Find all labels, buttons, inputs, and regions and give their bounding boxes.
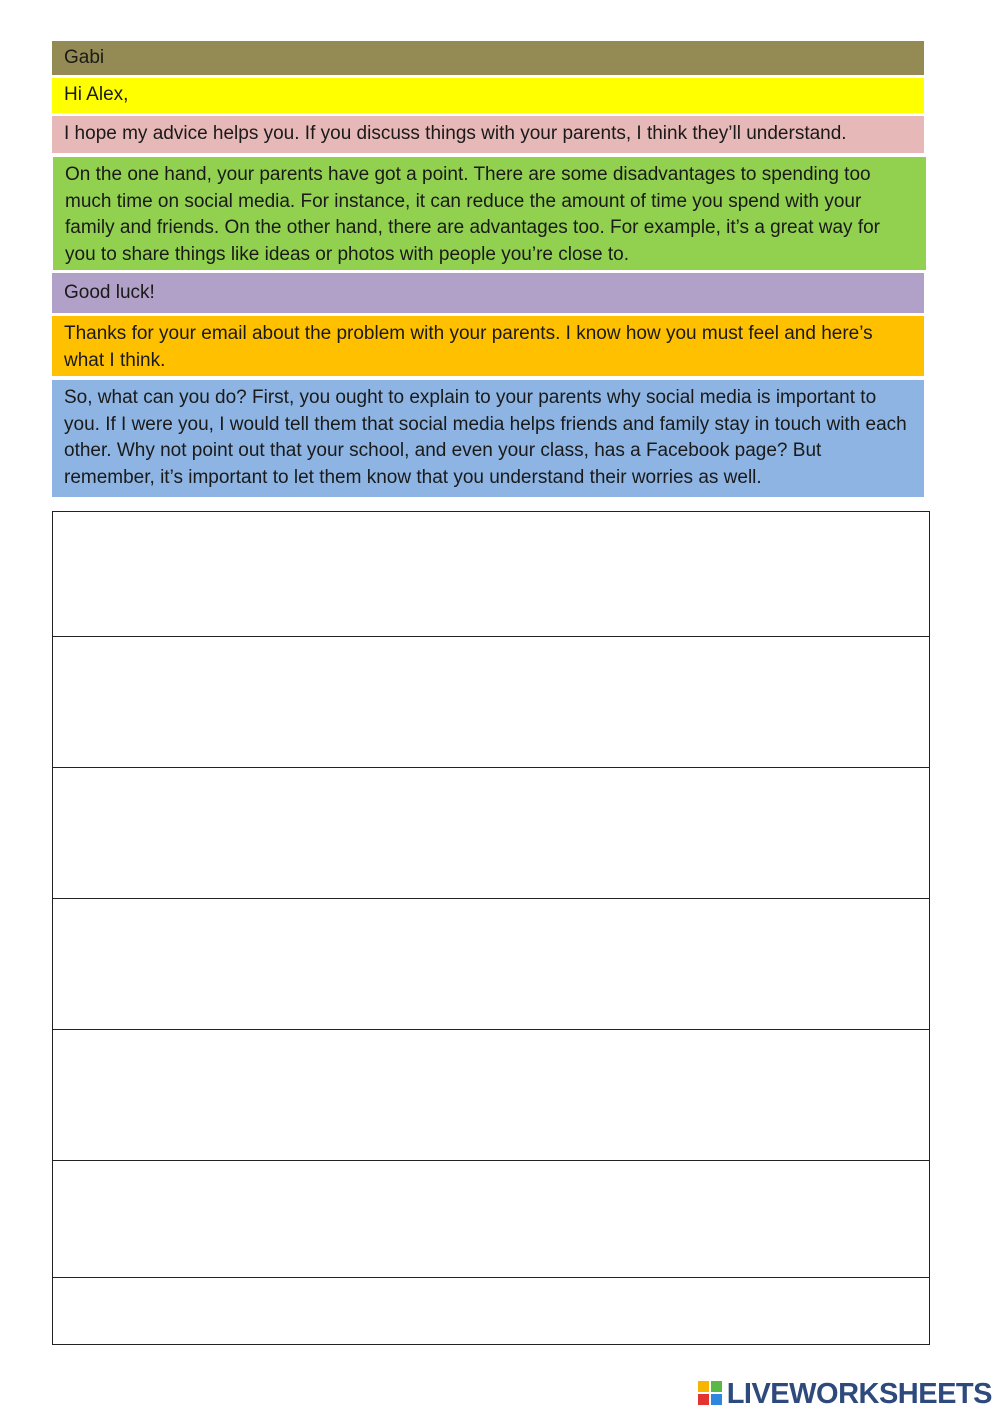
liveworksheets-logo[interactable] xyxy=(698,1377,992,1411)
strip-good-luck[interactable] xyxy=(52,273,924,313)
strip-thanks[interactable] xyxy=(52,316,924,376)
answer-slot-2[interactable] xyxy=(53,636,929,767)
strip-text: Gabi xyxy=(64,46,105,68)
strip-hope-advice[interactable] xyxy=(52,116,924,153)
answer-slot-1[interactable] xyxy=(53,512,929,636)
strip-one-hand[interactable] xyxy=(53,157,926,270)
answer-table xyxy=(52,511,930,1345)
strip-gabi[interactable] xyxy=(52,41,924,75)
strip-text: On the one hand, your parents have got a point. There are some disadvantages to spending too much time on social media. For instance, it can reduce the amount of time you spend with your family and friends. On the other hand, there are advantages too. For example, it’s a great way for you to share things like ideas or photos with people you’re close to. xyxy=(65,164,880,265)
strip-hi-alex[interactable] xyxy=(52,78,924,113)
answer-slot-7[interactable] xyxy=(53,1277,929,1344)
strip-text: Good luck! xyxy=(64,281,155,303)
liveworksheets-logo-icon xyxy=(698,1381,724,1407)
strip-text: Thanks for your email about the problem with your parents. I know how you must feel and here’s what I think. xyxy=(64,323,873,371)
logo-wordmark: LIVEWORKSHEETS xyxy=(726,1377,992,1410)
strip-text: So, what can you do? First, you ought to explain to your parents why social media is important to you. If I were you, I would tell them that social media helps friends and family stay in touch with each other. Why not point out that your school, and even your class, has a Facebook page? But remember, it’s important to let them know that you understand their worries as well. xyxy=(64,387,907,488)
strip-so-what[interactable] xyxy=(52,380,924,497)
answer-slot-3[interactable] xyxy=(53,767,929,898)
answer-slot-5[interactable] xyxy=(53,1029,929,1160)
strip-text: I hope my advice helps you. If you discuss things with your parents, I think they’ll understand. xyxy=(64,123,847,145)
strip-text: Hi Alex, xyxy=(64,84,129,106)
answer-slot-6[interactable] xyxy=(53,1160,929,1277)
answer-slot-4[interactable] xyxy=(53,898,929,1029)
